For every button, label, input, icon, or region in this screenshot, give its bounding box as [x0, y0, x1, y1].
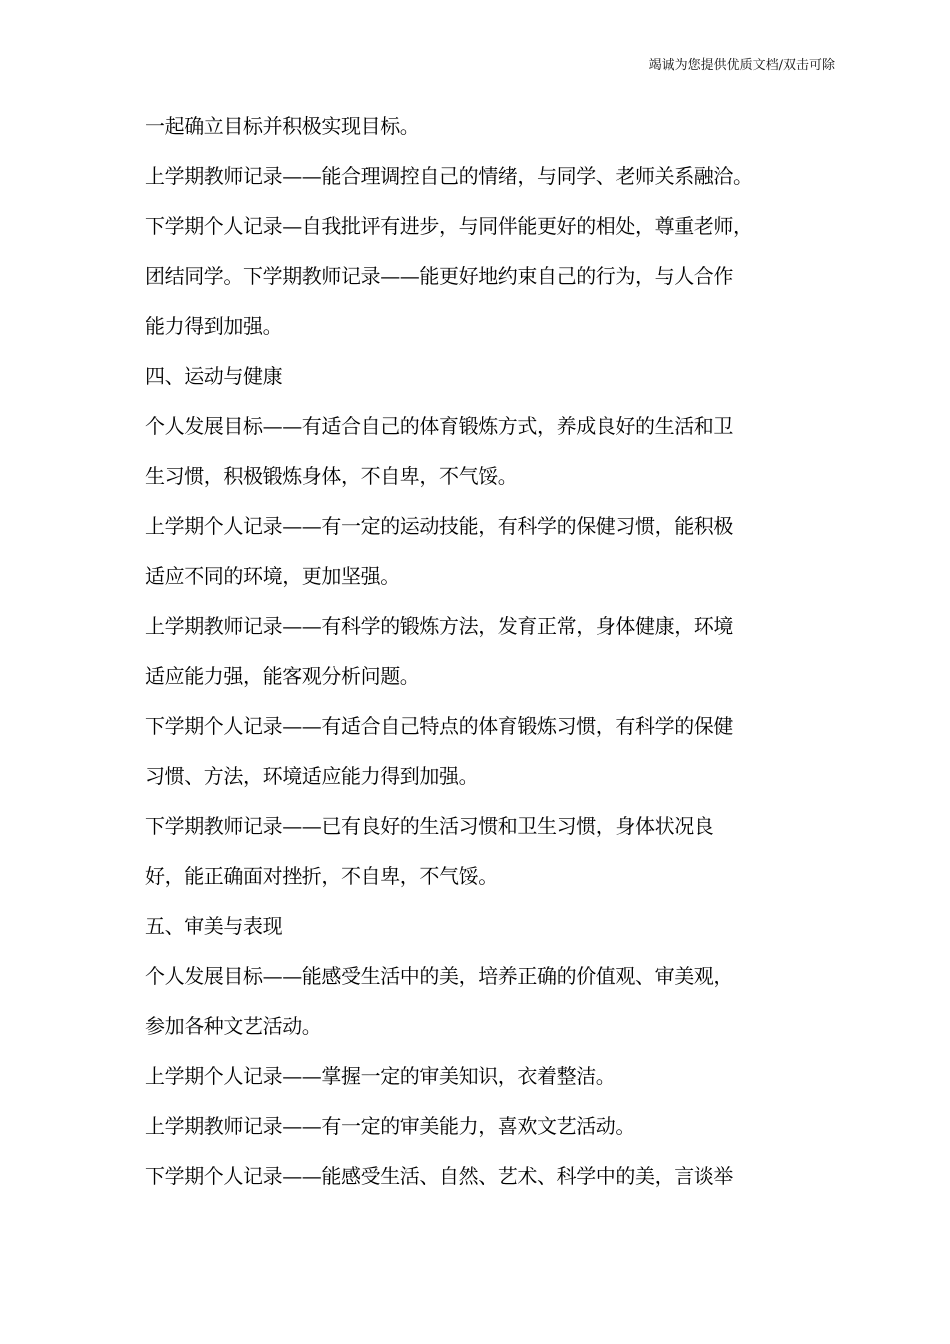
header-note: 竭诚为您提供优质文档/双击可除	[648, 58, 835, 73]
text-line: 个人发展目标——有适合自己的体育锻炼方式，养成良好的生活和卫	[145, 414, 733, 438]
text-line: 个人发展目标——能感受生活中的美，培养正确的价值观、审美观，	[145, 964, 733, 988]
text-line: 参加各种文艺活动。	[145, 1014, 322, 1038]
text-line: 上学期教师记录——有科学的锻炼方法，发育正常，身体健康，环境	[145, 614, 733, 638]
text-line: 好，能正确面对挫折，不自卑，不气馁。	[145, 864, 498, 888]
text-line: 下学期个人记录——能感受生活、自然、艺术、科学中的美，言谈举	[145, 1164, 733, 1188]
text-line: 团结同学。下学期教师记录——能更好地约束自己的行为，与人合作	[145, 264, 733, 288]
text-line: 能力得到加强。	[145, 314, 283, 338]
text-line: 上学期教师记录——有一定的审美能力，喜欢文艺活动。	[145, 1114, 635, 1138]
text-line: 上学期个人记录——有一定的运动技能，有科学的保健习惯，能积极	[145, 514, 733, 538]
text-line: 下学期个人记录——有适合自己特点的体育锻炼习惯，有科学的保健	[145, 714, 733, 738]
text-line: 一起确立目标并积极实现目标。	[145, 114, 420, 138]
text-line: 下学期教师记录——已有良好的生活习惯和卫生习惯，身体状况良	[145, 814, 714, 838]
section-heading: 五、审美与表现	[145, 914, 283, 938]
text-line: 适应能力强，能客观分析问题。	[145, 664, 420, 688]
text-line: 适应不同的环境，更加坚强。	[145, 564, 400, 588]
text-line: 下学期个人记录—自我批评有进步，与同伴能更好的相处，尊重老师，	[145, 214, 753, 238]
text-line: 上学期个人记录——掌握一定的审美知识，衣着整洁。	[145, 1064, 616, 1088]
text-line: 习惯、方法，环境适应能力得到加强。	[145, 764, 479, 788]
text-line: 生习惯，积极锻炼身体，不自卑，不气馁。	[145, 464, 518, 488]
section-heading: 四、运动与健康	[145, 364, 283, 388]
document-body	[145, 101, 825, 1201]
text-line: 上学期教师记录——能合理调控自己的情绪，与同学、老师关系融洽。	[145, 164, 753, 188]
